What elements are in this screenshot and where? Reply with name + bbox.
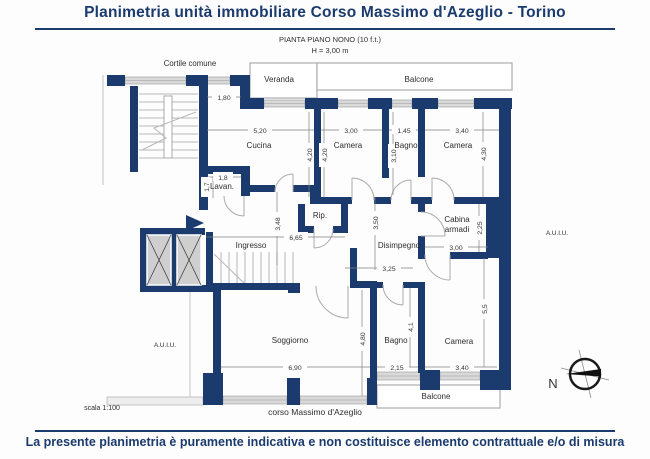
courtyard-label: Cortile comune	[163, 59, 217, 68]
dim-label: 4,30	[481, 147, 488, 161]
dim-label: 1,7	[204, 182, 211, 192]
staircase-upper	[139, 94, 198, 158]
room-labels	[210, 75, 474, 401]
room-label-balcone-bottom: Balcone	[421, 392, 451, 401]
auiu-right-label: A.U.I.U.	[545, 230, 569, 237]
dim-label: 6,65	[289, 235, 303, 242]
room-label-disimpegno: Disimpegno	[377, 241, 421, 250]
room-label-lavanderia: Lavan.	[209, 182, 235, 191]
room-label-bagno-2: Bagno	[384, 336, 408, 345]
dim-label: 4,20	[322, 148, 329, 162]
dim-label: 4,80	[360, 332, 367, 346]
dim-label: 6,90	[288, 365, 302, 372]
dim-label: 1,45	[397, 128, 411, 135]
room-label-camera-3: Camera	[444, 337, 474, 346]
dim-label: 3,00	[449, 245, 463, 252]
street-label: corso Massimo d'Azeglio	[268, 407, 362, 417]
footer-divider	[35, 430, 615, 432]
dim-label: 3,10	[391, 149, 398, 163]
dim-label: 2,25	[477, 221, 484, 235]
dim-label: 1,8	[218, 175, 228, 182]
dim-label: 3,40	[455, 365, 469, 372]
room-label-soggiorno: Soggiorno	[271, 336, 309, 345]
dim-label: 3,40	[455, 128, 469, 135]
scale-label: scala 1:100	[84, 405, 120, 412]
dim-label: 3,00	[344, 128, 358, 135]
room-label-cabina-armadi-1: Cabina	[444, 215, 470, 224]
dim-label: 3,25	[382, 266, 396, 273]
room-label-ripostiglio: Rip.	[312, 211, 328, 220]
dim-label: 4,1	[408, 322, 415, 332]
room-label-cucina: Cucina	[246, 141, 272, 150]
dim-label: 2,15	[390, 365, 404, 372]
dim-label: 3,48	[275, 217, 282, 231]
page-title: Planimetria unità immobiliare Corso Massimo d'Azeglio - Torino	[84, 4, 566, 21]
dim-label: 5,20	[253, 128, 267, 135]
compass-icon	[548, 350, 609, 398]
room-label-bagno-1: Bagno	[394, 141, 418, 150]
plan-subtitle: PIANTA PIANO NONO (10 f.t.)	[279, 35, 381, 44]
footer-disclaimer: La presente planimetria è puramente indicativa e non costituisce elemento contrattuale e/o di misura	[25, 435, 625, 449]
room-label-camera-1: Camera	[333, 141, 363, 150]
room-label-camera-2: Camera	[443, 141, 473, 150]
room-label-balcone-top: Balcone	[404, 75, 434, 84]
dim-label: 3,50	[373, 216, 380, 230]
room-label-cabina-armadi-2: armadi	[444, 225, 470, 234]
auiu-left-label: A.U.I.U.	[153, 342, 177, 349]
north-label: N	[548, 376, 558, 391]
plan-height-note: H = 3,00 m	[311, 46, 349, 55]
dim-label: 4,20	[307, 148, 314, 162]
dim-label: 5,5	[482, 304, 489, 314]
room-label-ingresso: Ingresso	[235, 241, 267, 250]
room-label-veranda: Veranda	[264, 75, 294, 84]
dim-label: 1,80	[217, 95, 231, 102]
staircase-lower	[214, 252, 293, 283]
